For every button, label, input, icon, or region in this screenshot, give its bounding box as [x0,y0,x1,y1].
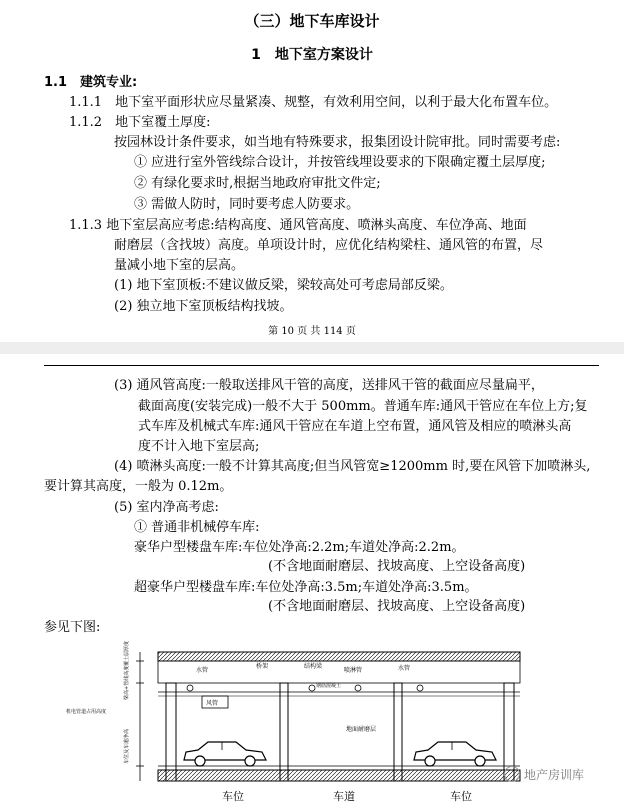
car-left-icon [184,742,266,766]
page-header-rule [44,365,599,366]
pipe-3 [355,685,361,691]
para-1-1-3-line2: 耐磨层（含找坡）高度。单项设计时，应优化结构梁柱、通风管的布置，尽 [114,238,544,253]
item-3-line4: 度不计入地下室层高; [138,439,260,454]
item-4-line2: 要计算其高度，一般为 0.12m。 [44,479,233,494]
item-3-line1: (3) 通风管高度:一般取送排风干管的高度，送排风干管的截面应尽量扁平， [114,378,544,393]
label-ground: 地面耐磨层 [346,726,377,733]
item-5-e: (不含地面耐磨层、找坡高度、上空设备高度) [268,599,526,614]
page-separator [0,342,624,354]
item-2: (2) 独立地下室顶板结构找坡。 [114,299,293,314]
item-1: (1) 地下室顶板:不建议做反梁，梁较高处可考虑局部反梁。 [114,278,453,293]
para-1-1-2-b: ① 应进行室外管线综合设计，并按管线埋设要求的下限确定覆土层厚度; [134,155,546,170]
item-4-line1: (4) 喷淋头高度:一般不计算其高度;但当风管宽≥1200mm 时,要在风管下加喷淋头, [114,459,591,474]
car-right-icon [414,742,496,766]
label-left-equip: 机电管道占用高度 [66,709,107,715]
pipe-4 [417,685,423,691]
item-5: (5) 室内净高考虑: [114,500,219,515]
item-3-line2: 截面高度(安装完成)一般不大于 500mm。普通车库:通风干管应在车位上方;复 [138,399,588,414]
label-left-low: 车位及车道净高 [124,728,130,764]
label-stall2: 车位 [450,790,472,803]
label-cable: 桥架 [256,663,269,670]
para-1-1-1: 1.1.1 地下室平面形状应尽量紧凑、规整，有效利用空间，以利于最大化布置车位。 [69,95,558,110]
item-5-a: ① 普通非机械停车库: [134,520,260,535]
label-slab: 钢筋混凝土 [316,683,342,689]
label-left-top: 覆土层厚度 [124,640,130,666]
label-stall1: 车位 [222,790,244,803]
item-5-b: 豪华户型楼盘车库:车位处净高:2.2m;车道处净高:2.2m。 [134,540,465,555]
para-1-1-3-line1: 1.1.3 地下室层高应考虑:结构高度、通风管高度、喷淋头高度、车位净高、地面 [69,218,527,233]
wechat-icon [504,766,520,782]
label-left-mid: 梁高+管线高度 [124,665,130,700]
para-1-1-3-line3: 量减小地下室的层高。 [114,258,245,273]
section-title: 1 地下室方案设计 [251,47,373,63]
para-1-1-2: 1.1.2 地下室覆土厚度: [69,115,211,130]
page-footer: 第 10 页 共 114 页 [268,326,356,337]
item-3-line3: 式车库及机械式车库:通风干管应在车道上空布置，通风管及相应的喷淋头高 [138,419,572,434]
heading-1-1: 1.1 建筑专业: [44,75,138,90]
label-water2: 水管 [398,665,411,672]
pipe-1 [187,685,193,691]
roof-slab [158,652,520,661]
watermark-text: 地产房训库 [524,768,585,782]
label-beam: 结构梁 [304,663,323,670]
para-1-1-2-c: ② 有绿化要求时,根据当地政府审批文件定; [134,176,381,191]
para-1-1-2-a: 按园林设计条件要求，如当地有特殊要求，报集团设计院审批。同时需要考虑: [114,135,561,150]
ground-slab [158,770,520,781]
label-sprinkler: 喷淋管 [344,667,363,674]
see-below: 参见下图: [44,620,101,635]
label-lane: 车道 [333,790,355,803]
label-water1: 水管 [196,667,209,674]
label-duct: 风管 [206,700,219,707]
chapter-title: （三）地下车库设计 [244,12,380,30]
para-1-1-2-d: ③ 需做人防时，同时要考虑人防要求。 [134,197,360,212]
pipe-2 [309,685,315,691]
item-5-d: 超豪华户型楼盘车库:车位处净高:3.5m;车道处净高:3.5m。 [134,580,478,595]
beam-zone [158,661,520,683]
item-5-c: (不含地面耐磨层、找坡高度、上空设备高度) [268,559,526,574]
